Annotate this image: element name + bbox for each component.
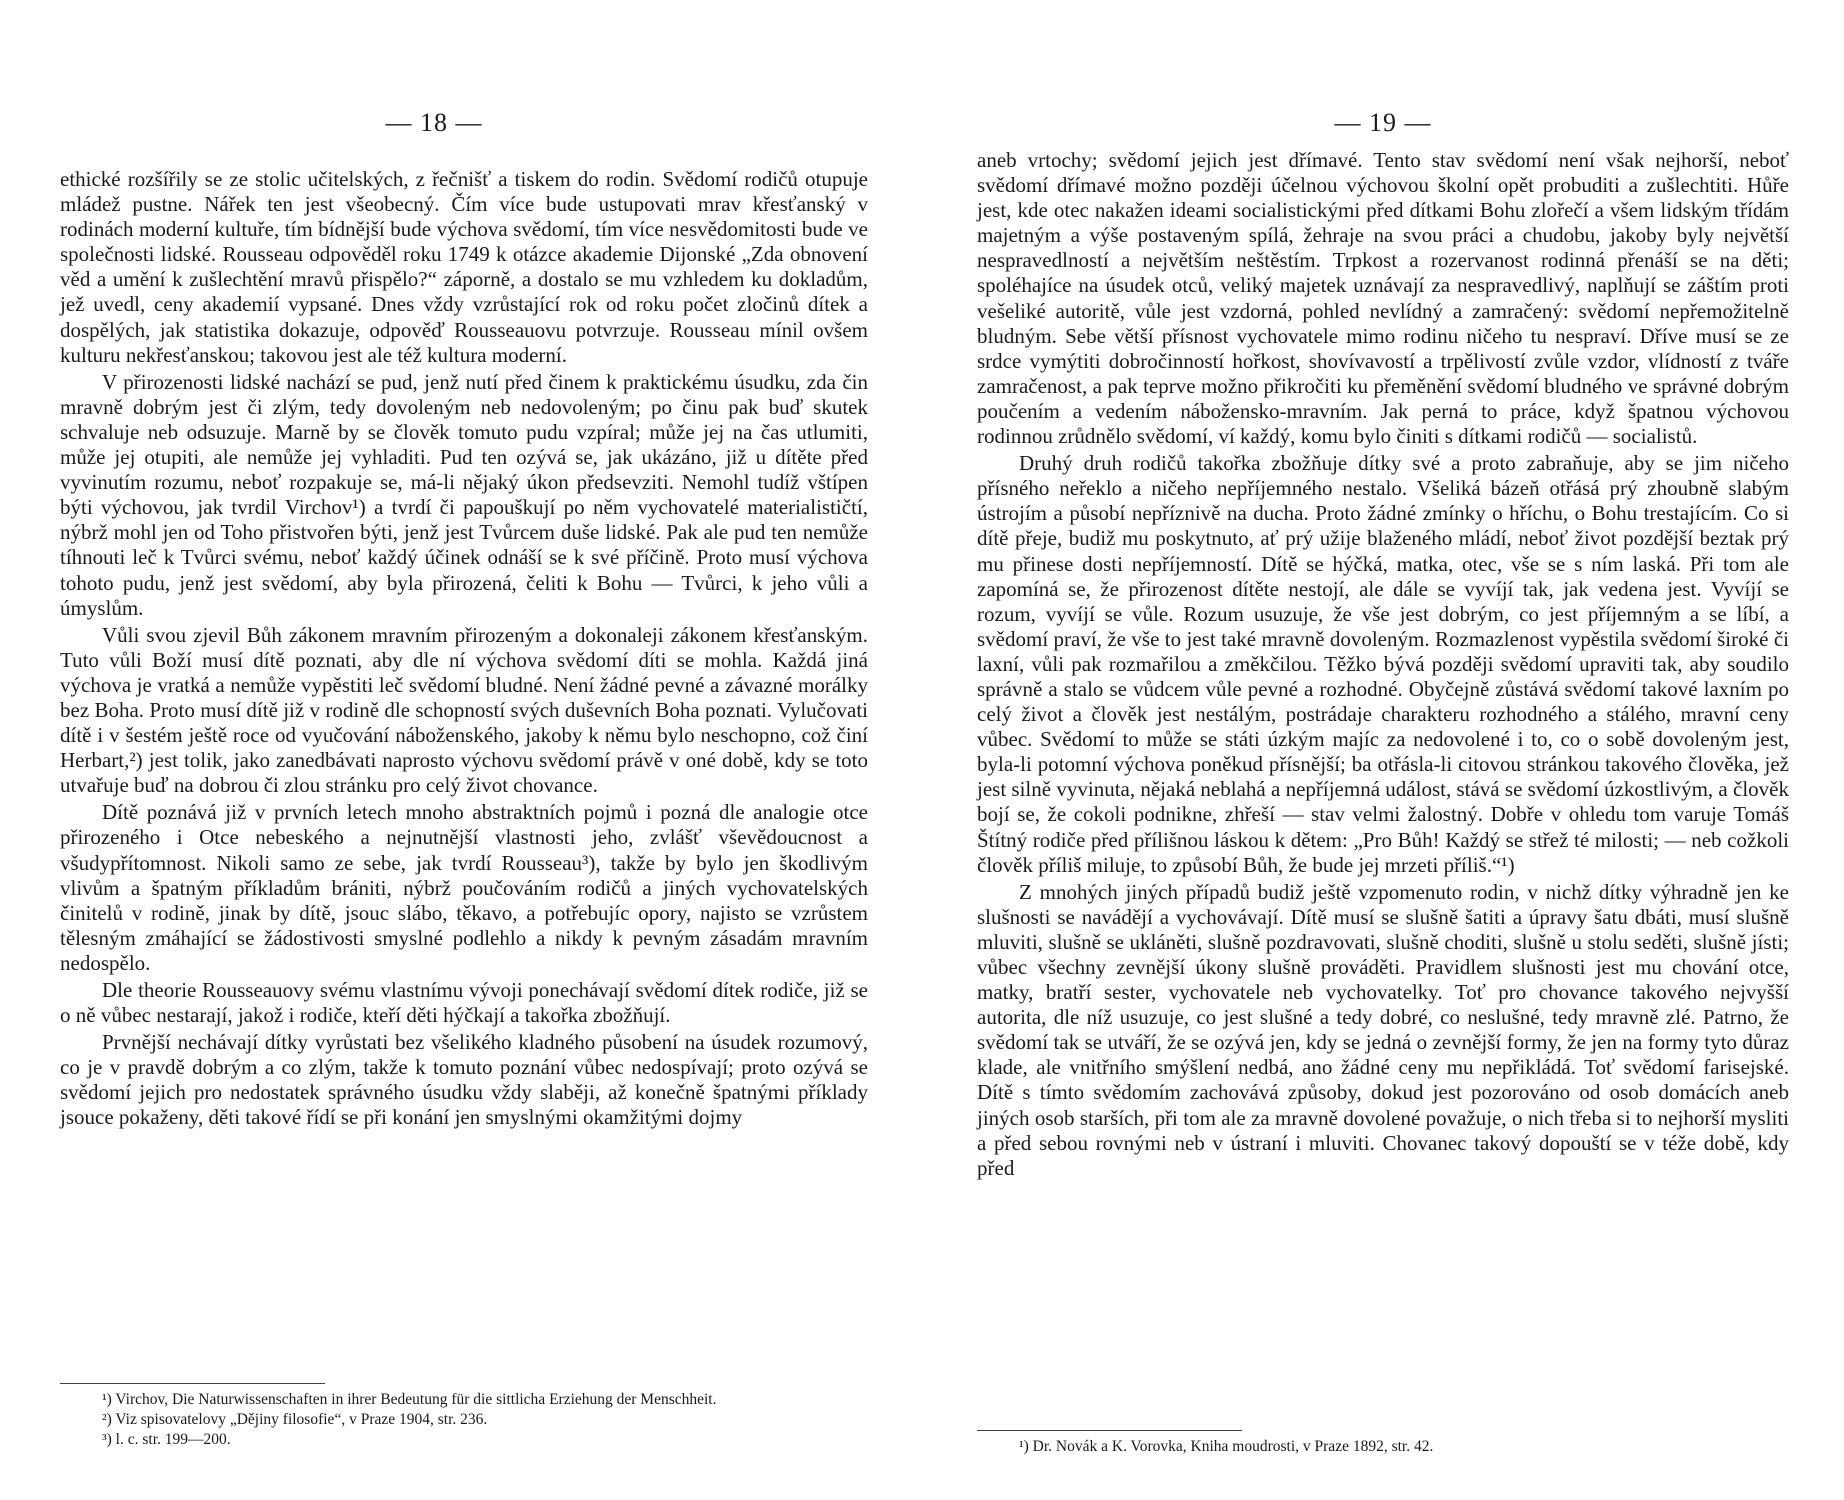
paragraph: Druhý druh rodičů takořka zbožňuje dítky své a proto zabraňuje, aby se jim ničeho přísného neřeklo a ničeho nepříjemného nestalo. Všeliká bázeň otřásá prý zhoubně slabým ústrojím a působí nepříznivě na ducha. Proto žádné zmínky o hříchu, o Bohu trestajícím. Co si dítě přeje, budiž mu poskytnuto, ať prý užije blaženého mládí, neboť život pozdější beztak prý mu přinese dosti nepříjemností. Dítě se hýčká, matka, otec, vše se s ním laská. Při tom ale zapomíná se, že přirozenost dítěte nestojí, ale dále se vyvíjí tak, jak vedena jest. Vyvíjí se rozum, vyvíjí se vůle. Rozum usuzuje, že vše jest dobrým, co jest příjemným a se líbí, a svědomí praví, že vše to jest také mravně dovoleným. Rozmazlenost vypěstila svědomí široké či laxní, vůli pak rozmařilou a změkčilou. Těžko bývá později svědomí upraviti tak, aby soudilo správně a stalo se vůdcem vůle pevné a rozhodné. Obyčejně zůstává svědomí takové laxním po celý život a člověk jest nestálým, postrádaje charakteru rozhodného a stálého, mravní ceny vůbec. Svědomí to může se státi úzkým majíc za nedovolené i to, co o sobě dovoleným jest, byla-li potomní výchova poněkud přísnější; ba otřásla-li citovou stránkou takového člověka, jež jest silně vyvinuta, nějaká neblahá a nepříjemná událost, stává se svědomí úzkostlivým, a člověk bojí se, že cokoli podnikne, zhřeší — stav velmi žalostný. Dobře v ohledu tom varuje Tomáš Štítný rodiče před přílišnou láskou k dětem: „Pro Bůh! Každý se střež té milosti; — neb cožkoli člověk příliš miluje, to způsobí Bůh, že bude jej mrzeti příliš.“¹) — [977, 451, 1789, 877]
left-page — [60, 0, 868, 1500]
right-page — [977, 0, 1789, 1500]
paragraph: Z mnohých jiných případů budiž ještě vzpomenuto rodin, v nichž dítky výhradně jen ke slušnosti se navádějí a vychovávají. Dítě musí se slušně šatiti a úpravy šatu dbáti, musí slušně mluviti, slušně se ukláněti, slušně pozdravovati, slušně choditi, slušně u stolu seděti, slušně jísti; vůbec všechny zevnější úkony slušně prováděti. Pravidlem slušnosti jest mu chování otce, matky, bratří sester, vychovatele neb vychovatelky. Toť pro chovance takového nejvyšší autorita, dle níž usuzuje, co jest slušné a tedy dobré, co neslušné, tedy mravně zlé. Patrno, že svědomí tak se utváří, že se ozývá jen, kdy se jedná o zevnější formy, že jen na formy tyto důraz klade, ale vnitřního smýšlení nedbá, ano žádné ceny mu nepřikládá. Toť svědomí farisejské. Dítě s tímto svědomím zachovává způsoby, dokud jest pozorováno od osob domácích aneb jiných osob starších, při tom ale za mravně dovolené považuje, o nich třeba si to nejhorší mysliti a před sebou rovnými neb v ústraní i mluviti. Chovanec takový dopouští se v téže době, kdy před — [977, 879, 1789, 1180]
footnote: ²) Viz spisovatelovy „Dějiny filosofie“, v Praze 1904, str. 236. — [102, 1411, 488, 1428]
page-number: — 19 — — [1334, 108, 1432, 137]
paragraph: Prvnější nechávají dítky vyrůstati bez všelikého kladného působení na úsudek rozumový, co je v pravdě dobrým a co zlým, takže k tomuto poznání vůbec nedospívají; proto ozývá se svědomí jejich pro nedostatek správného úsudku vždy slaběji, až konečně špatnými příklady jsouce pokaženy, děti takové řídí se při konání jen smyslnými okamžitými dojmy — [60, 1030, 868, 1130]
paragraph: ethické rozšířily se ze stolic učitelských, z řečnišť a tiskem do rodin. Svědomí rodičů otupuje mládež pustne. Nářek ten jest všeobecný. Čím více bude ustupovati mrav křesťanský v rodinách moderní kultuře, tím bídnější bude výchova svědomí, tím více nesvědomitosti bude ve společnosti lidské. Rousseau odpověděl roku 1749 k otázce akademie Dijonské „Zda obnovení věd a umění k zušlechtění mravů přispělo?“ záporně, a dostalo se mu vzhledem ku dokladům, jež uvedl, ceny akademií vypsané. Dnes vždy vzrůstající rok od roku počet zločinů dítek a dospělých, jak statistika dokazuje, odpověď Rousseauovu potvrzuje. Rousseau mínil ovšem kulturu nekřesťanskou; takovou jest ale též kultura moderní. — [60, 167, 868, 367]
footnotes — [977, 1430, 1434, 1457]
paragraph: Vůli svou zjevil Bůh zákonem mravním přirozeným a dokonaleji zákonem křesťanským. Tuto vůli Boží musí dítě poznati, aby dle ní výchova svědomí díti se mohla. Každá jiná výchova je vratká a nemůže vypěstiti leč svědomí bludné. Není žádné pevné a závazné morálky bez Boha. Proto musí dítě již v rodině dle schopností svých duševních Boha poznati. Vylučovati dítě i v šestém ještě roce od vyučování náboženského, jakoby k němu bylo neschopno, což činí Herbart,²) jest tolik, jako zanedbávati naprosto výchovu svědomí právě v oné době, kdy se toto utvařuje buď na dobrou či zlou stránku pro celý život chovance. — [60, 622, 868, 798]
footnotes — [60, 1383, 717, 1450]
page-body — [977, 148, 1789, 1181]
paragraph: Dle theorie Rousseauovy svému vlastnímu vývoji ponechávají svědomí dítek rodiče, již se o ně vůbec nestarají, jakož i rodiče, kteří děti hýčkají a takořka zbožňují. — [60, 978, 868, 1028]
footnote: ¹) Dr. Novák a K. Vorovka, Kniha moudrosti, v Praze 1892, str. 42. — [1019, 1438, 1434, 1455]
paragraph: V přirozenosti lidské nachází se pud, jenž nutí před činem k praktickému úsudku, zda čin mravně dobrým jest či zlým, tedy dovoleným neb nedovoleným; po činu pak buď skutek schvaluje neb odsuzuje. Marně by se člověk tomuto pudu vzpíral; může jej na čas utlumiti, může jej otupiti, ale nemůže jej vyhladiti. Pud ten ozývá se, jak ukázáno, již u dítěte před vyvinutím rozumu, neboť rozpakuje se, má-li nějaký úkon předsevziti. Nemohl tudíž vštípen býti výchovou, jak tvrdil Virchov¹) a tvrdí či papouškují po něm vychovatelé materialističtí, nýbrž mohl jen od Toho přistvořen býti, jenž jest Tvůrcem duše lidské. Pak ale pud ten nemůže tíhnouti leč k Tvůrci svému, neboť každý účinek odnáší se k své příčině. Proto musí výchova tohoto pudu, jenž jest svědomí, aby byla přirozená, čeliti k Bohu — Tvůrci, k jeho vůli a úmyslům. — [60, 369, 868, 620]
paragraph: aneb vrtochy; svědomí jejich jest dřímavé. Tento stav svědomí není však nejhorší, neboť svědomí dřímavé možno později účelnou výchovou školní opět probuditi a zušlechtiti. Hůře jest, kde otec nakažen ideami socialistickými před dítkami Bohu zlořečí a všem lidským třídám majetným a výše postaveným spílá, žehraje na svou práci a chudobu, jakoby byly největší nespravedlností a největším neštěstím. Trpkost a rozervanost rodinná přenáší se na děti; spoléhajíce na úsudek otců, veliký majetek uznávají za nespravedlivý, naplňují se záštím proti vešeliké autoritě, vůle jest vzdorná, pohled nevlídný a zamračený: svědomí nepřemožitelně bludným. Sebe větší přísnost vychovatele mimo rodinu ničeho tu nespraví. Dříve musí se ze srdce vymýtiti dobročinností hořkost, shovívavostí a trpělivostí zvůle vzdor, vlídností z tváře zamračenost, a pak teprve možno přikročiti ku přeměnění svědomí bludného ve správné dobrým poučením a vedením nábožensko-mravním. Jak perná to práce, když špatnou výchovou rodinnou zrůdnělo svědomí, ví každý, komu bylo činiti s dítkami rodičů — socialistů. — [977, 148, 1789, 449]
page-body — [60, 167, 868, 1131]
page-number: — 18 — — [385, 108, 483, 137]
paragraph: Dítě poznává již v prvních letech mnoho abstraktních pojmů i pozná dle analogie otce přirozeného i Otce nebeského a nejnutnější vlastnosti jeho, zvlášť vševědoucnost a všudypřítomnost. Nikoli samo ze sebe, jak tvrdí Rousseau³), takže by bylo jen škodlivým vlivům a špatným příkladům brániti, nýbrž poučováním rodičů a jiných vychovatelských činitelů v rodině, jinak by dítě, jsouc slábo, těkavo, a potřebujíc opory, najisto se vzrůstem tělesným zmáhající se žádostivosti smyslné podlehlo a nikdy k pevným zásadám mravním nedospělo. — [60, 800, 868, 975]
footnote: ¹) Virchov, Die Naturwissenschaften in ihrer Bedeutung für die sittlicha Erziehung der Menschheit. — [102, 1391, 717, 1408]
footnote: ³) l. c. str. 199—200. — [102, 1431, 231, 1448]
